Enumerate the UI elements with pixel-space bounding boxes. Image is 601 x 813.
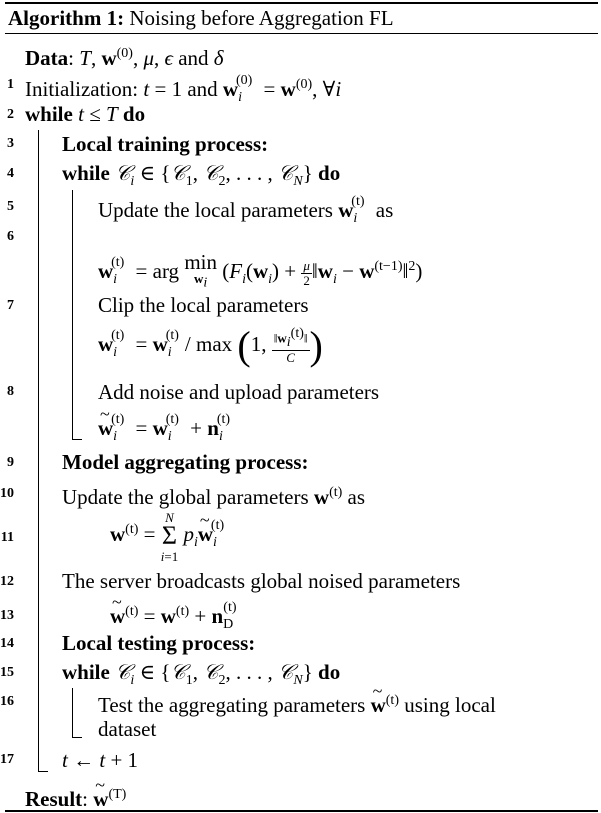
line-17: t ← t + 1 bbox=[62, 748, 139, 772]
line-1: Initialization: t = 1 and $w_i^{(0)} = w^{(0)}$, ∀i bbox=[25, 73, 342, 106]
line-number: 1 bbox=[7, 77, 14, 92]
line-14: Local testing process: bbox=[62, 631, 256, 655]
line-number: 16 bbox=[0, 694, 14, 709]
data-line: Data: T, $w^{(0)}$, μ, ϵ and δ bbox=[25, 46, 224, 70]
line-11-formula: $w^{(t)} = N$ Σ i=1 $p_i\sim$ $w_i^{(t)}$ bbox=[110, 508, 230, 564]
line-12: The server broadcasts global noised parameters bbox=[62, 569, 461, 593]
result-line: Result: ~ $w^{(T)}$ bbox=[25, 783, 126, 811]
line-8: Add noise and upload parameters bbox=[98, 380, 380, 404]
header-rule bbox=[5, 33, 598, 34]
line-number: 5 bbox=[7, 199, 14, 214]
line-9: Model aggregating process: bbox=[62, 450, 309, 474]
while-outer-end bbox=[38, 771, 48, 772]
line-2: while t ≤ T do bbox=[25, 102, 146, 126]
line-number: 14 bbox=[0, 636, 14, 651]
line-number: 2 bbox=[7, 107, 14, 122]
line-16-cont: dataset bbox=[98, 717, 157, 741]
line-number: 13 bbox=[0, 608, 14, 623]
algorithm-label: Algorithm 1: bbox=[8, 6, 125, 30]
line-number: 4 bbox=[7, 166, 14, 181]
line-number: 15 bbox=[0, 665, 14, 680]
line-number: 7 bbox=[7, 298, 14, 313]
line-number: 17 bbox=[0, 752, 14, 767]
line-13-formula: ~ $w^{(t)} = w^{(t)} + n_D^{(t)}$ bbox=[110, 600, 247, 637]
line-10: Update the global parameters $w^{(t)}$ as bbox=[62, 485, 366, 509]
data-label: Data bbox=[25, 46, 69, 70]
line-8-formula: ~ $w_i^{(t)} = w_i^{(t)} + n_i^{(t)}$ bbox=[98, 412, 236, 449]
while-inner1-bar bbox=[72, 190, 73, 440]
line-7: Clip the local parameters bbox=[98, 293, 309, 317]
line-number: 9 bbox=[7, 455, 14, 470]
while-inner1-end bbox=[72, 439, 82, 440]
line-3: Local training process: bbox=[62, 132, 269, 156]
while-outer-bar bbox=[38, 130, 39, 772]
line-number: 8 bbox=[7, 384, 14, 399]
line-number: 6 bbox=[7, 229, 14, 244]
result-label: Result bbox=[25, 787, 83, 811]
line-15: while 𝒞$_i$ ∈ {𝒞$_1$, 𝒞$_2$, . . . , 𝒞$_N$} do bbox=[62, 660, 341, 689]
line-5: Update the local parameters $w_i^{(t)}$ as bbox=[98, 194, 394, 227]
line-16: Test the aggregating parameters ~ $w^{(t)}$ using local bbox=[98, 689, 496, 717]
line-number: 11 bbox=[0, 530, 14, 545]
line-number: 3 bbox=[7, 136, 14, 151]
line-4: while 𝒞$_i$ ∈ {𝒞$_1$, 𝒞$_2$, . . . , 𝒞$_N$} do bbox=[62, 161, 341, 190]
algorithm-title: Noising before Aggregation FL bbox=[129, 6, 394, 30]
line-number: 12 bbox=[0, 574, 14, 589]
line-7-formula: $w_i^{(t)} = w_i^{(t)} / \max (1$, $\frac{‖w_i^{(t)}‖}{C}$ ) bbox=[98, 323, 323, 368]
line-number: 10 bbox=[0, 486, 14, 501]
while-inner2-end bbox=[72, 737, 82, 738]
line-6-formula: $w_i^{(t)}$ = arg min $w_i$ ($F_i(w_i)$ + $\frac{\mu}{2}$ $‖w_i$ − $w^{(t-1)}‖^2$) bbox=[98, 250, 423, 291]
top-rule bbox=[5, 2, 598, 4]
while-inner2-bar bbox=[72, 688, 73, 738]
algorithm-header bbox=[8, 6, 394, 30]
